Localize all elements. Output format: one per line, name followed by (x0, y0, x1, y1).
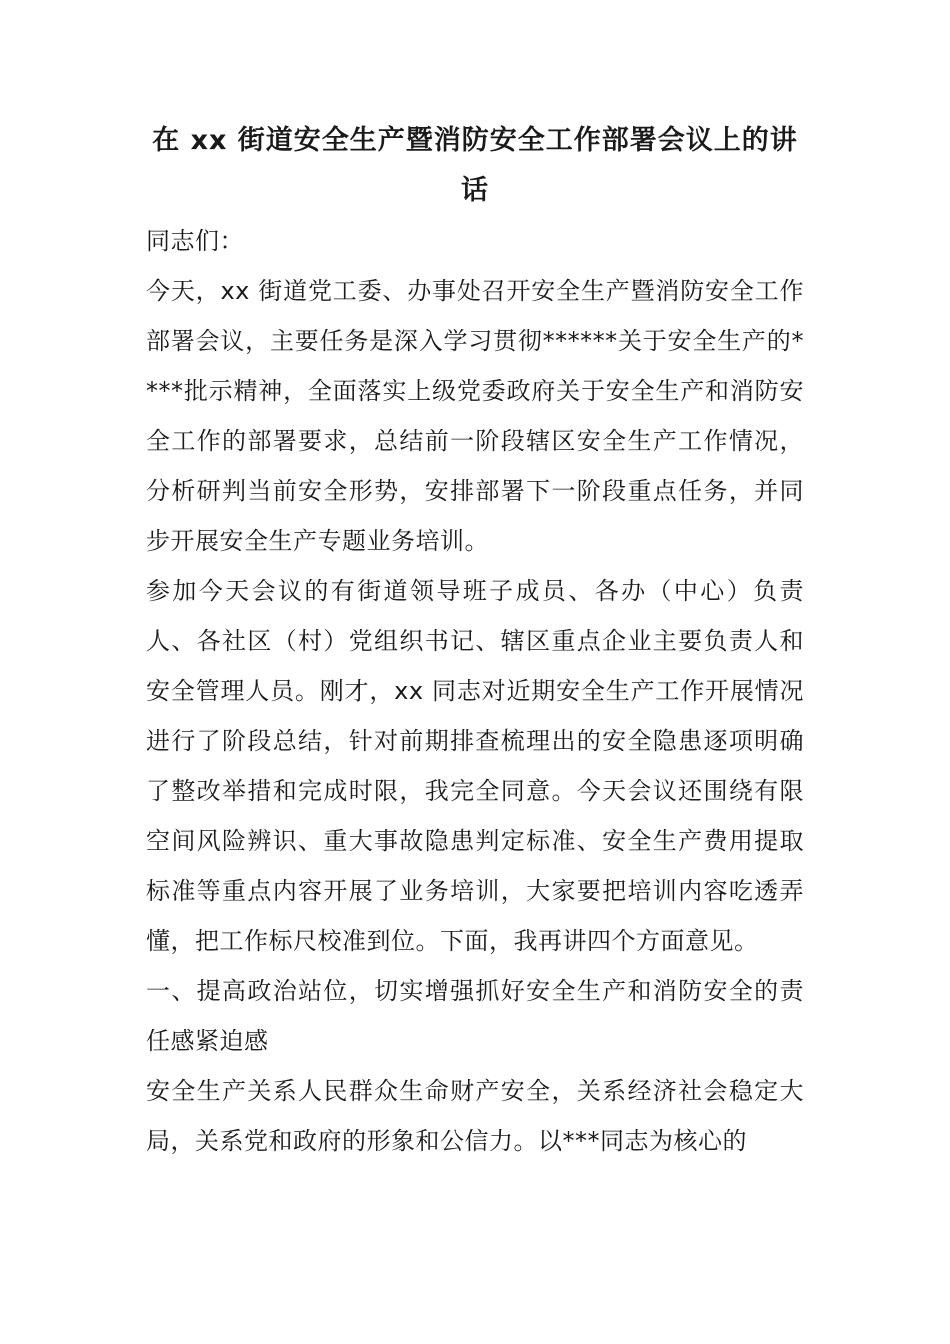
document-body (146, 116, 804, 1166)
section-heading-1: 一、提高政治站位，切实增强抓好安全生产和消防安全的责任感紧迫感 (146, 977, 804, 1055)
document-title: 在 xx 街道安全生产暨消防安全工作部署会议上的讲话 (152, 125, 798, 206)
paragraph-opening: 今天，xx 街道党工委、办事处召开安全生产暨消防安全工作部署会议，主要任务是深入学习贯彻******关于安全生产的****批示精神，全面落实上级党委政府关于安全生产和消防安全工作的部署要求，总结前一阶段辖区安全生产工作情况，分析研判当前安全形势，安排部署下一阶段重点任务，并同步开展安全生产专题业务培训。 (146, 277, 804, 555)
salutation: 同志们： (146, 227, 244, 255)
paragraph-attendees: 参加今天会议的有街道领导班子成员、各办（中心）负责人、各社区（村）党组织书记、辖区重点企业主要负责人和安全管理人员。刚才，xx 同志对近期安全生产工作开展情况进行了阶段总结，针对前期排查梳理出的安全隐患逐项明确了整改举措和完成时限，我完全同意。今天会议还围绕有限空间风险辨识、重大事故隐患判定标准、安全生产费用提取标准等重点内容开展了业务培训，大家要把培训内容吃透弄懂，把工作标尺校准到位。下面，我再讲四个方面意见。 (146, 577, 804, 955)
section-1-paragraph: 安全生产关系人民群众生命财产安全，关系经济社会稳定大局，关系党和政府的形象和公信力。以***同志为核心的 (146, 1077, 804, 1155)
